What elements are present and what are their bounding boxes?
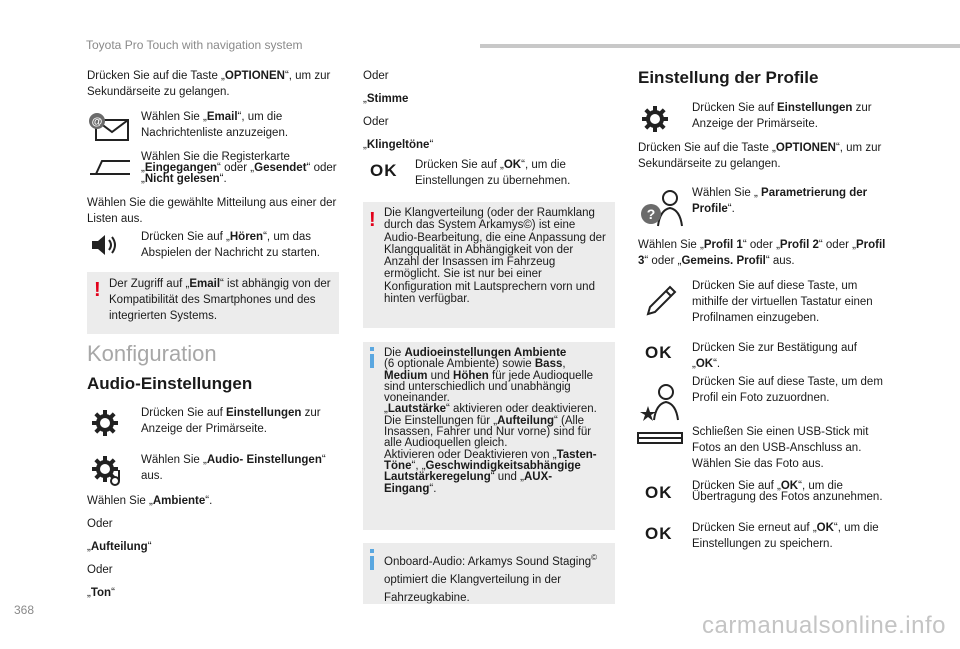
- instruction-audio-settings: Wählen Sie „Audio- Einstellungen“ aus.: [141, 454, 326, 482]
- warning-icon: !: [369, 209, 376, 231]
- instruction-select-profile: Wählen Sie „Profil 1“ oder „Profil 2“ oder „Profil 3“ oder „Gemeins. Profil“ aus.: [638, 239, 886, 267]
- ok-icon: OK: [645, 483, 673, 502]
- page-header-title: Toyota Pro Touch with navigation system: [86, 38, 303, 52]
- option-klingeltoene: „Klingeltöne“: [363, 139, 434, 151]
- header-divider: [480, 44, 960, 48]
- instruction-options: Drücken Sie auf die Taste „OPTIONEN“, um zur Sekundärseite zu gelangen.: [87, 70, 331, 98]
- instruction-ambiente: Wählen Sie „Ambiente“.: [87, 495, 213, 507]
- svg-text:?: ?: [646, 206, 656, 222]
- watermark: carmanualsonline.info: [702, 612, 946, 639]
- gear-icon: [90, 408, 120, 438]
- instruction-settings: Drücken Sie auf Einstellungen zur Anzeige der Primärseite.: [141, 407, 321, 435]
- usb-icon: [637, 431, 683, 445]
- warning-icon: !: [94, 279, 101, 301]
- info-icon: [370, 556, 374, 570]
- section-title: Einstellung der Profile: [638, 68, 819, 87]
- instruction-save: Drücken Sie erneut auf „OK“, um die Einstellungen zu speichern.: [692, 522, 879, 550]
- info-note-text: Die Audioeinstellungen Ambiente (6 optionale Ambiente) sowie Bass, Medium und Höhen für jede Audioquelle sind unterschiedlich und unabhängig voneinander. „Lautstärke“ aktivieren oder deaktivieren. Die Einstellungen für „Aufteilung“ (Alle Insassen, Fahrer und Nur vorne) sind für alle Audioquellen gleich. Aktivieren oder Deaktivieren von „Tasten- Töne“, „Geschwindigkeitsabhängige Lautstärkeregelung“ und „AUX- Eingang“.: [384, 347, 597, 495]
- instruction-email: Wählen Sie „Email“, um die Nachrichtenliste anzuzeigen.: [141, 111, 289, 139]
- instruction-tab: Wählen Sie die Registerkarte „Eingegangen“ oder „Gesendet“ oder „Nicht gelesen“.: [141, 151, 337, 185]
- gear-icon: [640, 104, 670, 134]
- text-oder: Oder: [87, 564, 113, 576]
- text-oder: Oder: [87, 518, 113, 530]
- ok-icon: OK: [370, 161, 398, 180]
- option-ton: „Ton“: [87, 587, 115, 599]
- instruction-settings: Drücken Sie auf Einstellungen zur Anzeige der Primärseite.: [692, 102, 872, 130]
- instruction-profile-param: Wählen Sie „ Parametrierung der Profile“.: [692, 187, 868, 215]
- instruction-select-message: Wählen Sie die gewählte Mitteilung aus einer der Listen aus.: [87, 197, 337, 225]
- subsection-title: Audio-Einstellungen: [87, 374, 253, 393]
- warning-note-text: Der Zugriff auf „Email“ ist abhängig von der Kompatibilität des Smartphones und des integrierten Systems.: [109, 278, 331, 322]
- warning-note-text: Die Klangverteilung (oder der Raumklang durch das System Arkamys©) ist eine Audio-Bearbeitung, die eine Anpassung der Klangqualität in Abhängigkeit von der Anzahl der Insassen im Fahrzeug ermöglicht. Sie ist nur bei einer Konfiguration mit Lautsprechern vorn und hinten verfügbar.: [384, 207, 606, 306]
- option-aufteilung: „Aufteilung“: [87, 541, 152, 553]
- speaker-icon: [90, 233, 120, 257]
- ok-icon: OK: [645, 343, 673, 362]
- option-stimme: „Stimme: [363, 93, 409, 105]
- instruction-photo: Drücken Sie auf diese Taste, um dem Profil ein Foto zuzuordnen.: [692, 376, 883, 404]
- instruction-edit-name: Drücken Sie auf diese Taste, um mithilfe der virtuellen Tastatur einen Profilnamen einzugeben.: [692, 280, 873, 324]
- instruction-listen: Drücken Sie auf „Hören“, um das Abspielen der Nachricht zu starten.: [141, 231, 320, 259]
- instruction-options: Drücken Sie auf die Taste „OPTIONEN“, um zur Sekundärseite zu gelangen.: [638, 142, 882, 170]
- instruction-accept-photo: Drücken Sie auf „OK“, um die Übertragung des Fotos anzunehmen.: [692, 480, 883, 503]
- section-title: Konfiguration: [87, 341, 217, 366]
- tab-icon: [88, 158, 132, 178]
- info-note-text: Onboard-Audio: Arkamys Sound Staging© optimiert die Klangverteilung in der Fahrzeugkabine.: [384, 553, 598, 604]
- page-number: 368: [14, 603, 35, 617]
- ok-icon: OK: [645, 524, 673, 543]
- text-oder: Oder: [363, 116, 389, 128]
- instruction-confirm: Drücken Sie zur Bestätigung auf „OK“.: [692, 342, 857, 370]
- instruction-usb: Schließen Sie einen USB-Stick mit Fotos an den USB-Anschluss an. Wählen Sie das Foto aus.: [692, 426, 869, 470]
- text-oder: Oder: [363, 70, 389, 82]
- audio-settings-icon: [90, 454, 124, 486]
- pencil-icon: [644, 284, 678, 318]
- svg-text:@: @: [91, 116, 103, 128]
- profile-settings-icon: [638, 188, 684, 228]
- email-icon: [88, 112, 130, 142]
- profile-photo-icon: [640, 382, 680, 422]
- info-icon: [370, 354, 374, 368]
- instruction-ok: Drücken Sie auf „OK“, um die Einstellungen zu übernehmen.: [415, 159, 571, 187]
